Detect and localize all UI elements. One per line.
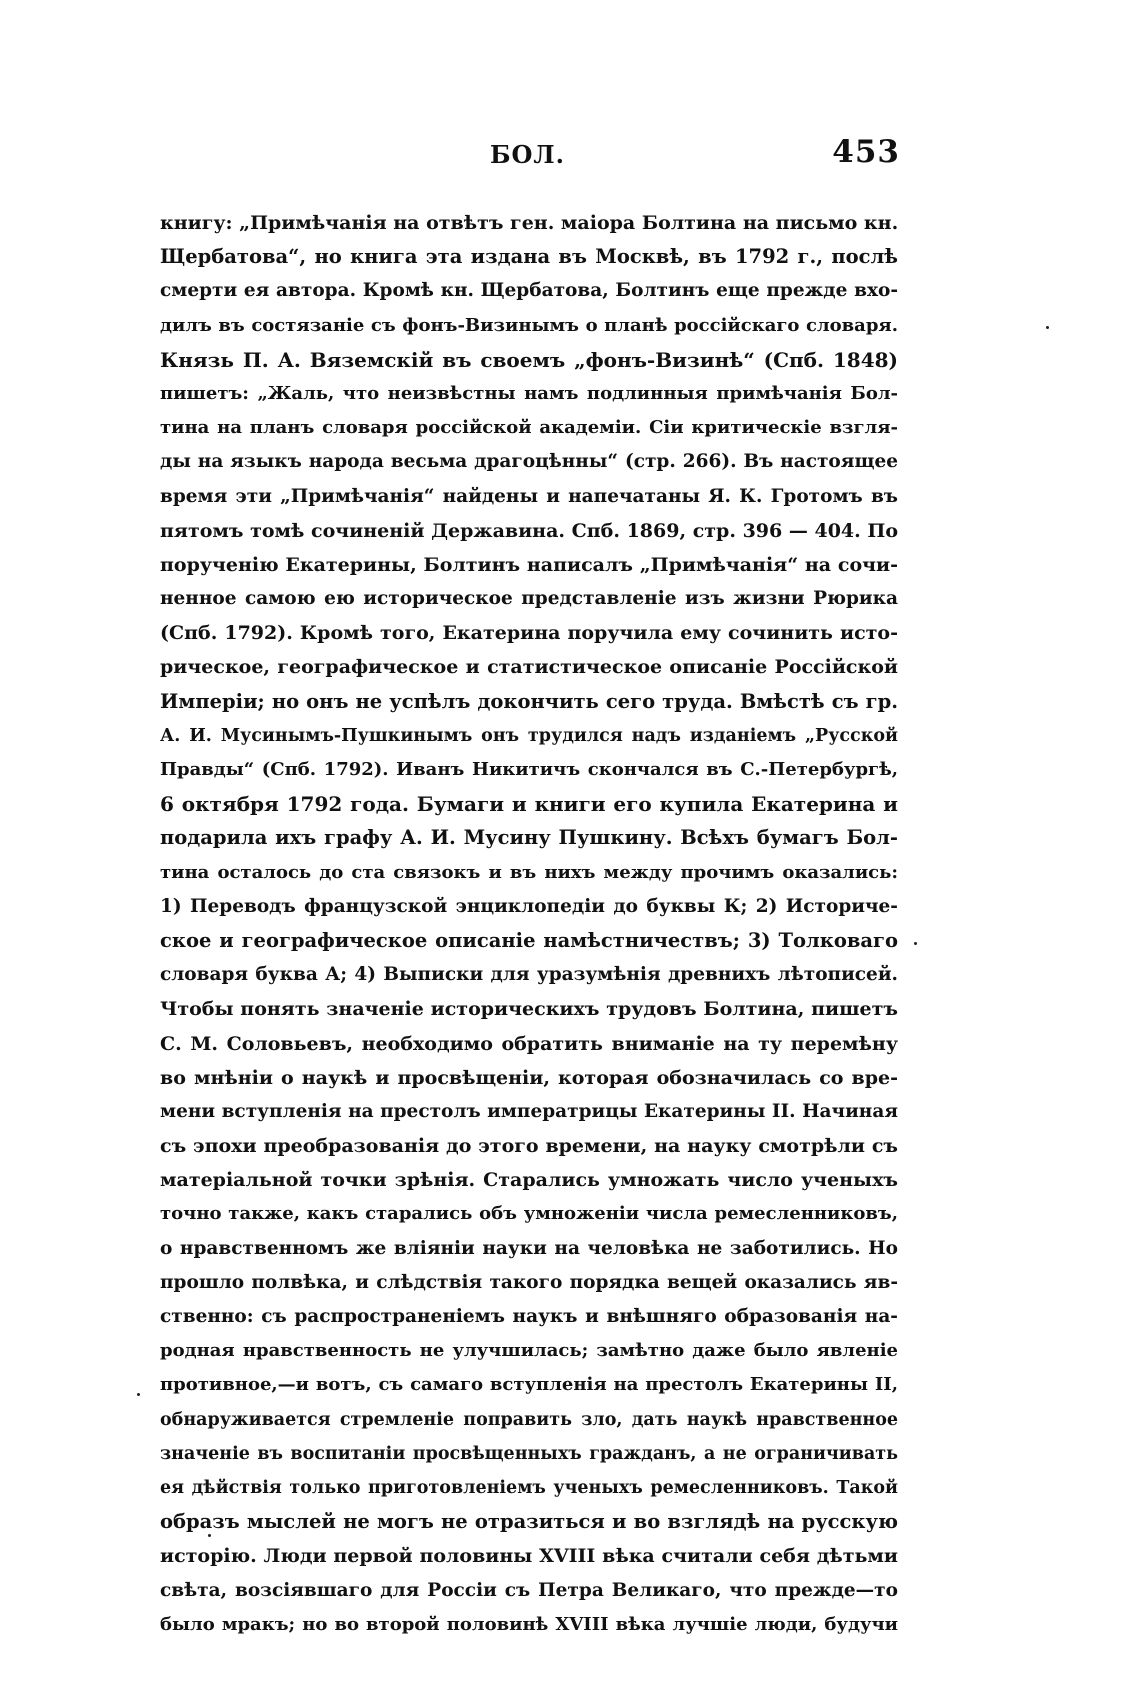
text-line: С. М. Соловьевъ, необходимо обратить вниманіе на ту перемѣну	[160, 1032, 898, 1055]
body-text	[160, 206, 898, 1642]
text-line: ея дѣйствія только приготовленіемъ ученыхъ ремесленниковъ. Такой	[160, 1477, 898, 1498]
text-line: Чтобы понять значеніе историческихъ трудовъ Болтина, пишетъ	[160, 998, 898, 1021]
text-line: исторію. Люди первой половины XVIII вѣка считали себя дѣтьми	[160, 1545, 898, 1568]
text-line: обнаруживается стремленіе поправить зло, дать наукѣ нравственное	[160, 1409, 898, 1430]
scan-speck	[1046, 326, 1049, 329]
text-line: Имперіи; но онъ не успѣлъ докончить сего труда. Вмѣстѣ съ гр.	[160, 689, 898, 713]
running-head: БОЛ.	[490, 140, 565, 169]
text-line: образъ мыслей не могъ не отразиться и во взглядѣ на русскую	[160, 1510, 898, 1534]
text-line: было мракъ; но во второй половинѣ XVIII вѣка лучшіе люди, будучи	[160, 1613, 898, 1635]
scan-speck	[208, 1534, 211, 1537]
text-line: (Спб. 1792). Кромѣ того, Екатерина поручила ему сочинить исто-	[160, 622, 898, 645]
text-line: ское и географическое описаніе намѣстничествъ; 3) Толковаго	[160, 928, 898, 952]
text-line: противное,—и вотъ, съ самаго вступленія на престолъ Екатерины II,	[160, 1374, 898, 1396]
scan-speck	[137, 1393, 140, 1396]
page-header	[160, 134, 900, 184]
text-line: прошло полвѣка, и слѣдствія такого порядка вещей оказались яв-	[160, 1271, 898, 1293]
text-line: порученію Екатерины, Болтинъ написалъ „Примѣчанія“ на сочи-	[160, 553, 898, 576]
text-line: словаря буква А; 4) Выписки для уразумѣнія древнихъ лѣтописей.	[160, 964, 898, 986]
text-line: книгу: „Примѣчанія на отвѣтъ ген. маіора Болтина на письмо кн.	[160, 212, 898, 234]
text-line: о нравственномъ же вліяніи науки на человѣка не заботились. Но	[160, 1237, 898, 1259]
text-line: мени вступленія на престолъ императрицы Екатерины II. Начиная	[160, 1100, 898, 1122]
text-line: ды на языкъ народа весьма драгоцѣнны“ (стр. 266). Въ настоящее	[160, 451, 898, 473]
text-line: 6 октября 1792 года. Бумаги и книги его купила Екатерина и	[160, 792, 898, 817]
text-line: родная нравственность не улучшилась; замѣтно даже было явленіе	[160, 1340, 898, 1362]
text-line: время эти „Примѣчанія“ найдены и напечатаны Я. К. Гротомъ въ	[160, 485, 898, 507]
text-line: ненное самою ею историческое представленіе изъ жизни Рюрика	[160, 588, 898, 610]
text-line: рическое, географическое и статистическое описаніе Россійской	[160, 656, 898, 679]
text-line: тина осталось до ста связокъ и въ нихъ между прочимъ оказались:	[160, 861, 898, 883]
page-number: 453	[832, 134, 900, 170]
text-line: свѣта, возсіявшаго для Россіи съ Петра Великаго, что прежде—то	[160, 1579, 898, 1601]
text-line: Щербатова“, но книга эта издана въ Москвѣ, въ 1792 г., послѣ	[160, 245, 898, 269]
text-line: съ эпохи преобразованія до этого времени, на науку смотрѣли съ	[160, 1135, 898, 1158]
text-line: А. И. Мусинымъ-Пушкинымъ онъ трудился надъ изданіемъ „Русской	[160, 725, 898, 746]
text-line: пятомъ томѣ сочиненій Державина. Спб. 1869, стр. 396 — 404. По	[160, 519, 898, 542]
text-line: смерти ея автора. Кромѣ кн. Щербатова, Болтинъ еще прежде вхо-	[160, 280, 898, 302]
text-line: тина на планъ словаря россійской академіи. Сіи критическіе взгля-	[160, 417, 898, 439]
text-line: точно также, какъ старались объ умноженіи числа ремесленниковъ,	[160, 1203, 898, 1225]
text-line: матеріальной точки зрѣнія. Старались умножать число ученыхъ	[160, 1169, 898, 1192]
text-line: ственно: съ распространеніемъ наукъ и внѣшняго образованія на-	[160, 1306, 898, 1327]
text-line: Правды“ (Спб. 1792). Иванъ Никитичъ скончался въ С.-Петербургѣ,	[160, 759, 898, 780]
text-line: Князь П. А. Вяземскій въ своемъ „фонъ-Визинѣ“ (Спб. 1848)	[160, 347, 898, 372]
text-line: пишетъ: „Жаль, что неизвѣстны намъ подлинныя примѣчанія Бол-	[160, 382, 898, 404]
text-line: 1) Переводъ французской энциклопедіи до буквы К; 2) Историче-	[160, 895, 898, 917]
scan-speck	[914, 942, 917, 945]
text-line: дилъ въ состязаніе съ фонъ-Визинымъ о планѣ россійскаго словаря.	[160, 314, 898, 336]
text-line: значеніе въ воспитаніи просвѣщенныхъ гражданъ, а не ограничивать	[160, 1443, 898, 1464]
text-line: во мнѣніи о наукѣ и просвѣщеніи, которая обозначилась со вре-	[160, 1066, 898, 1089]
text-line: подарила ихъ графу А. И. Мусину Пушкину. Всѣхъ бумагъ Бол-	[160, 826, 898, 850]
